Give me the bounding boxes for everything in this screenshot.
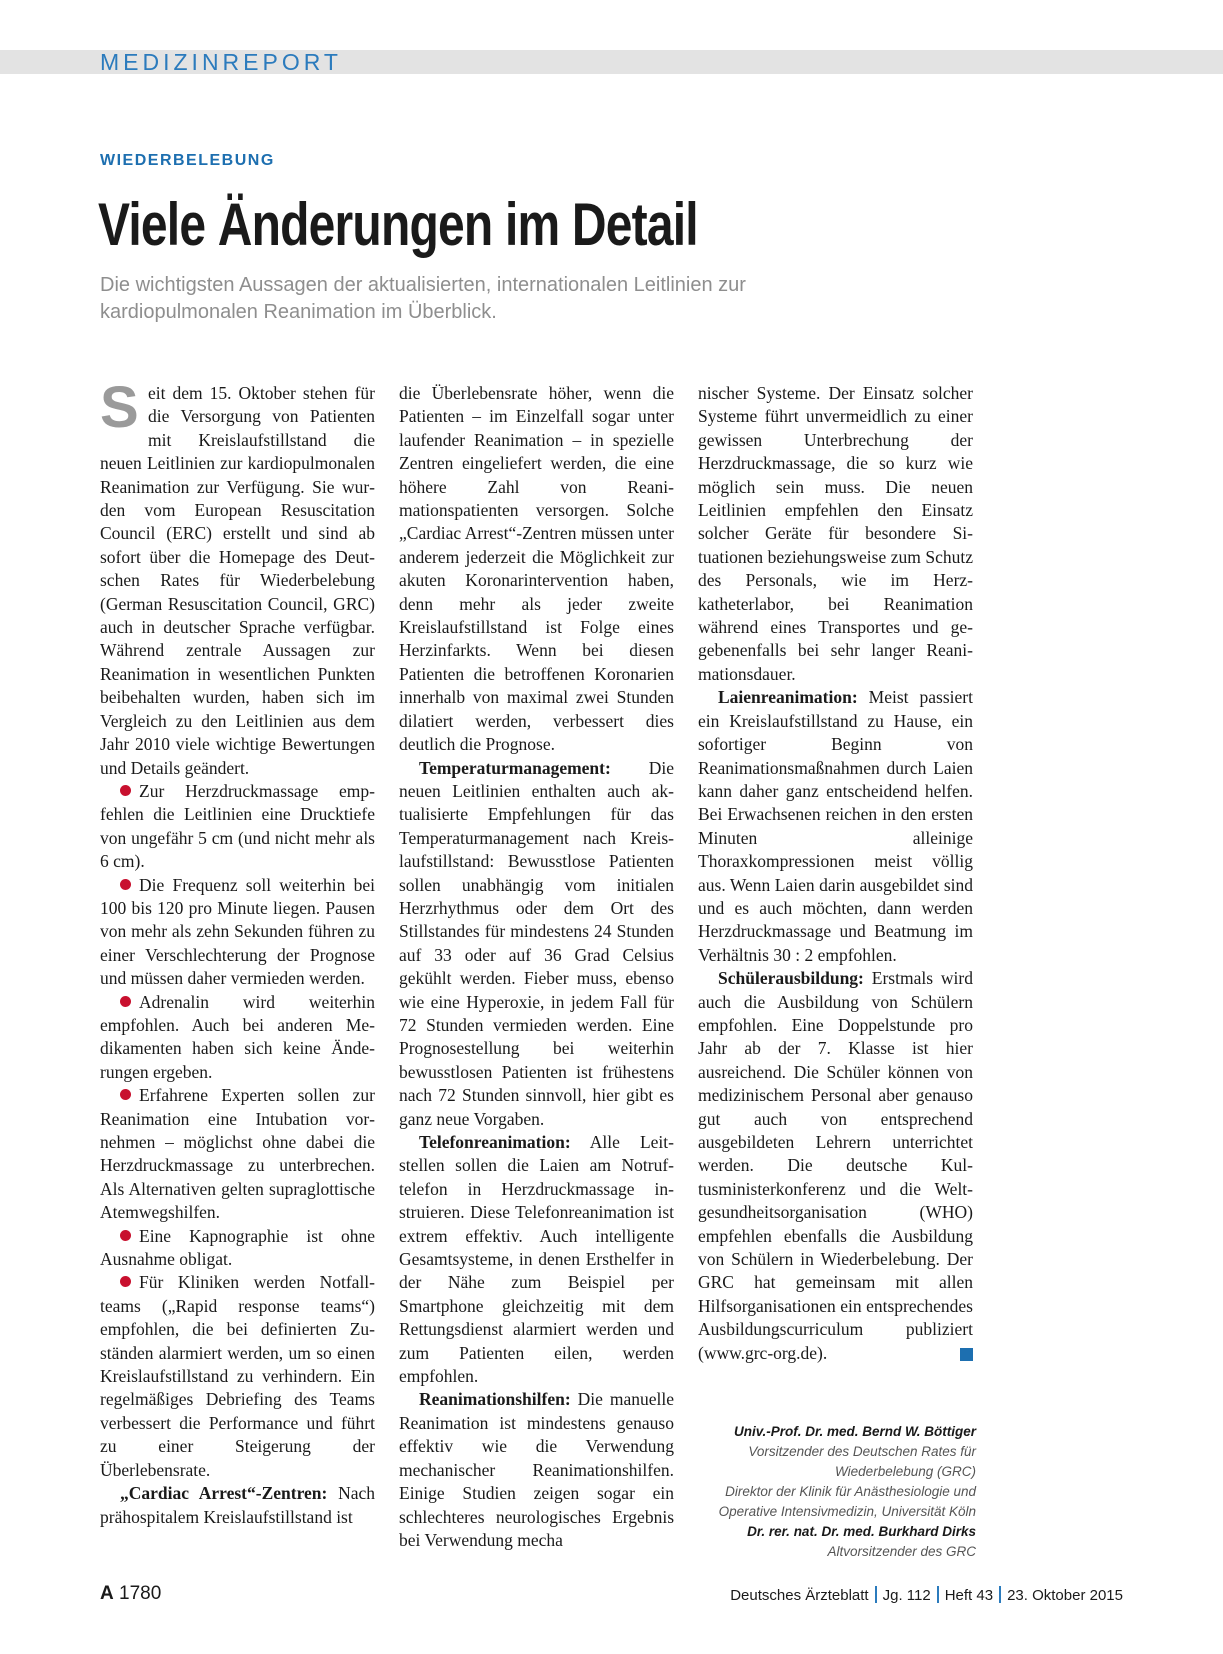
author-role: Vorsitzender des Deutschen Rates für	[748, 1444, 976, 1459]
journal-issue: Heft 43	[944, 1587, 994, 1604]
dropcap: S	[100, 375, 139, 440]
paragraph-text: Erstmals wird auch die Ausbildung von Schülern empfohlen. Eine Doppelstunde pro Jahr ab der 7. Klasse ist hier ausreichend. Die Schüler können von medizinischem Personal aber genauso gut auch von entsprechend ausgebildeten Lehrern unterrichtet werden. Die deutsche Kultusministerkonferenz und die Weltgesundheitsorganisation (WHO) empfehlen ebenfalls die Ausbildung von Schülern in Wiederbelebung. Der GRC hat gemeinsam mit allen Hilfsorganisationen ein entsprechendes Ausbildungscurriculum publiziert (www.grc-org.de).	[698, 968, 973, 1363]
paragraph-temperature	[399, 757, 674, 1132]
separator	[999, 1586, 1001, 1603]
author-role: Wiederbelebung (GRC)	[835, 1464, 976, 1479]
subheading: Reanimationshilfen:	[419, 1389, 571, 1410]
page-number	[100, 1583, 161, 1605]
bullet-dot-icon	[120, 785, 131, 796]
subheading: „Cardiac Arrest“-Zentren:	[120, 1483, 328, 1504]
bullet-dot-icon	[120, 996, 131, 1007]
journal-name: Deutsches Ärzteblatt	[730, 1587, 869, 1604]
bullet-item	[100, 780, 375, 874]
intro-text: eit dem 15. Oktober stehen für die Versorgung von Patienten mit Kreislaufstillstand die neuen Leitlinien zur kardiopulmonalen Reanimation zur Verfügung. Sie wurden vom European Resuscitation Council (ERC) erstellt und sind ab sofort über die Homepage des Deutschen Rates für Wiederbelebung (German Resuscitation Council, GRC) auch in deutscher Sprache verfügbar. Während zentrale Aussagen zur Reanimation in wesentlichen Punkten beibehalten wurden, haben sich im Vergleich zu den Leitlinien aus dem Jahr 2010 viele wichtige Bewertungen und Details geändert.	[100, 383, 375, 778]
column-2	[399, 382, 674, 1552]
journal-volume: Jg. 112	[882, 1587, 931, 1604]
bullet-text: Eine Kapnographie ist ohne Ausnahme obligat.	[100, 1225, 375, 1270]
bullet-dot-icon	[120, 1276, 131, 1287]
footer-citation	[730, 1586, 1123, 1604]
journal-date: 23. Oktober 2015	[1007, 1587, 1123, 1604]
section-label: MEDIZINREPORT	[100, 49, 342, 75]
page-title: Viele Änderungen im Detail	[98, 191, 698, 258]
intro-paragraph	[100, 375, 375, 780]
bullet-dot-icon	[120, 1230, 131, 1241]
bullet-dot-icon	[120, 1089, 131, 1100]
dropcap-box	[100, 375, 146, 440]
author-block	[719, 1422, 976, 1562]
paragraph-lay	[698, 686, 973, 967]
page-prefix: A	[100, 1583, 114, 1604]
bullet-text: Zur Herzdruckmassage empfehlen die Leitlinien eine Drucktiefe von ungefähr 5 cm (und nicht mehr als 6 cm).	[100, 780, 375, 872]
lead-text: Die wichtigsten Aussagen der aktualisierten, internationalen Leitlinien zur kardiopulmonalen Reanimation im Überblick.	[100, 274, 746, 323]
paragraph-text: Die manuelle Reanimation ist mindestens genauso effektiv wie die Verwendung mechanischer Reanimationshilfen. Einige Studien zeigen sogar ein schlechteres neurologisches Ergebnis bei Verwendung mecha	[399, 1389, 674, 1550]
bullet-item	[100, 1271, 375, 1482]
paragraph-text: Nach prähospitalem Kreislaufstillstand ist	[100, 1483, 375, 1527]
separator	[875, 1586, 877, 1603]
bullet-item	[100, 1225, 375, 1272]
bullet-dot-icon	[120, 879, 131, 890]
bullet-text: Die Frequenz soll weiterhin bei 100 bis 120 pro Minute liegen. Pausen von mehr als zehn Sekunden führen zu einer Verschlechterung der Prognose und müssen daher vermieden werden.	[100, 874, 375, 989]
paragraph-school	[698, 967, 973, 1365]
separator	[937, 1586, 939, 1603]
subheading: Temperaturmanagement:	[419, 757, 611, 778]
bullet-text: Erfahrene Experten sollen zur Reanimation eine Intubation vornehmen – möglichst ohne dabei die Herzdruckmassage zu unterbrechen. Als Alternativen gelten supraglottische Atemwegshilfen.	[100, 1085, 375, 1223]
author-role: Direktor der Klinik für Anästhesiologie und	[725, 1484, 976, 1499]
subheading: Telefonreanimation:	[419, 1132, 571, 1152]
column-1	[100, 375, 375, 1529]
paragraph-cardiac-arrest-cont: die Überlebensrate höher, wenn die Patienten – im Einzelfall sogar unter laufender Reanimation – in spezielle Zentren eingeliefert werden, die eine höhere Zahl von Reanimationspatienten versorgen. Solche „Cardiac Arrest“-Zentren müssen unter anderem jederzeit die Möglichkeit zur akuten Koronarintervention haben, denn mehr als jeder zweite Kreislaufstillstand ist Folge eines Herzinfarkts. Wenn bei diesen Patienten die betroffenen Koronarien innerhalb von maximal zwei Stunden dilatiert werden, verbessert dies deutlich die Prognose.	[399, 383, 674, 755]
subheading: Schülerausbildung:	[718, 968, 864, 989]
kicker: WIEDERBELEBUNG	[100, 152, 275, 169]
paragraph-cardiac-arrest	[100, 1482, 375, 1529]
paragraph-aids	[399, 1388, 674, 1552]
paragraph-telephone	[399, 1131, 674, 1388]
bullet-item	[100, 991, 375, 1085]
author-name: Univ.-Prof. Dr. med. Bernd W. Böttiger	[733, 1424, 976, 1439]
author-name: Dr. rer. nat. Dr. med. Burkhard Dirks	[747, 1524, 976, 1539]
column-3	[698, 382, 973, 1365]
paragraph-aids-cont: nischer Systeme. Der Einsatz solcher Systeme führt unvermeidlich zu einer gewissen Unterbrechung der Herzdruckmassage, die so kurz wie möglich sein muss. Die neuen Leitlinien empfehlen den Einsatz solcher Geräte für besondere Situationen beziehungsweise zum Schutz des Personals, wie im Herzkatheterlabor, bei Reanimation während eines Transportes und gegebenenfalls bei sehr langer Reanimationsdauer.	[698, 383, 973, 684]
paragraph-text: Alle Leitstellen sollen die Laien am Notruftelefon in Herzdruckmassage instruieren. Diese Telefonreanimation ist extrem effektiv. Auch intelligente Gesamtsysteme, in denen Ersthelfer in der Nähe zum Beispiel per Smartphone gleichzeitig mit dem Rettungsdienst alarmiert werden und zum Patienten eilen, werden empfohlen.	[399, 1132, 674, 1387]
subheading: Laienreanimation:	[718, 687, 858, 708]
bullet-text: Adrenalin wird weiterhin empfohlen. Auch bei anderen Medikamenten haben sich keine Änderungen ergeben.	[100, 991, 375, 1082]
paragraph-text: Meist passiert ein Kreislaufstillstand zu Hause, ein sofortiger Beginn von Reanimationsmaßnahmen durch Laien kann daher ganz entscheidend helfen. Bei Erwachsenen reichen in den ersten Minuten alleinige Thoraxkompressionen meist völlig aus. Wenn Laien darin ausgebildet sind und es auch möchten, dann werden Herzdruckmassage und Beatmung im Verhältnis 30 : 2 empfohlen.	[698, 687, 973, 965]
author-role: Altvorsitzender des GRC	[827, 1544, 976, 1559]
bullet-text: Für Kliniken werden Notfallteams („Rapid response teams“) empfohlen, die bei definierten Zuständen alarmiert werden, um so einen Kreislaufstillstand zu verhindern. Ein regelmäßiges Debriefing des Teams verbessert die Performance und führt zu einer Steigerung der Überlebensrate.	[100, 1272, 375, 1480]
bullet-item	[100, 1084, 375, 1224]
end-mark-icon	[960, 1348, 973, 1361]
page-num: 1780	[119, 1583, 162, 1604]
bullet-item	[100, 874, 375, 991]
paragraph-text: Die neuen Leitlinien enthalten auch aktualisierte Empfehlungen für das Temperaturmanagement nach Kreislaufstillstand: Bewusstlose Patienten sollen unabhängig vom initialen Herzrhythmus oder dem Ort des Stillstandes für mindestens 24 Stunden auf 33 oder auf 36 Grad Celsius gekühlt werden. Fieber muss, ebenso wie eine Hyperoxie, in jedem Fall für 72 Stunden vermieden werden. Eine Prognosestellung bei weiterhin bewusstlosen Patienten ist frühestens nach 72 Stunden sinnvoll, hier gibt es ganz neue Vorgaben.	[399, 757, 674, 1129]
author-role: Operative Intensivmedizin, Universität Köln	[718, 1504, 976, 1519]
